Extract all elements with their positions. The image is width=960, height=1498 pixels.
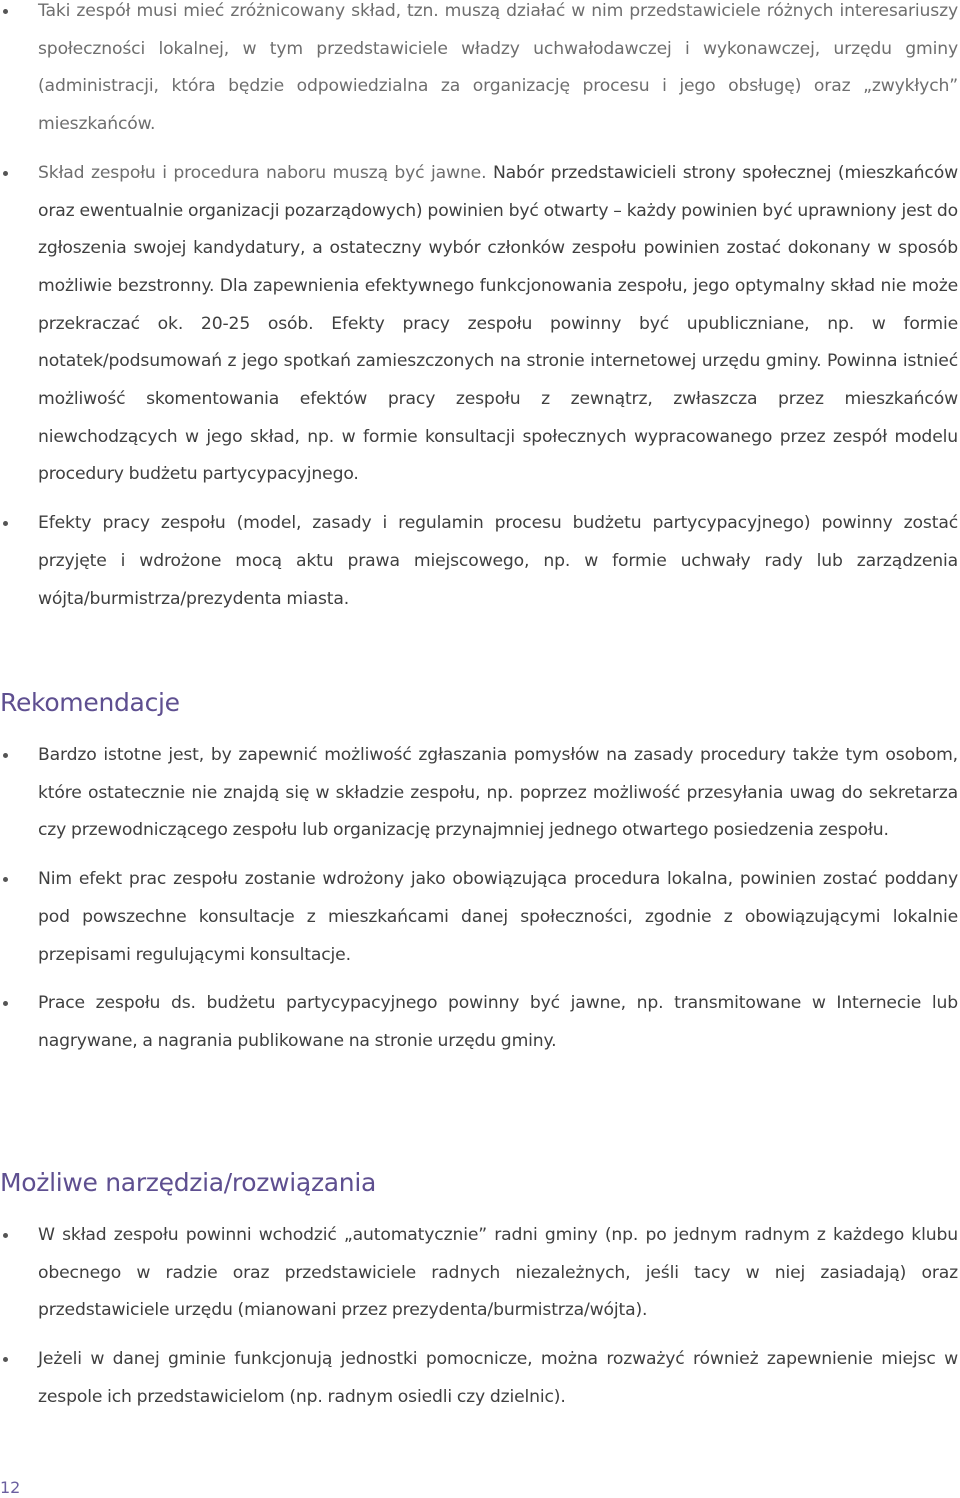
list-item-text: Nim efekt prac zespołu zostanie wdrożony jako obowiązująca procedura lokalna, powinien zostać poddany pod powszechne konsultacje z mieszkańcami danej społeczności, zgodnie z obowiązującymi lokalnie przepisami regulującymi konsultacje. <box>38 869 958 965</box>
list-item-text: Prace zespołu ds. budżetu partycypacyjnego powinny być jawne, np. transmitowane w Internecie lub nagrywane, a nagrania publikowane na stronie urzędu gminy. <box>38 993 958 1051</box>
list-item-text: Bardzo istotne jest, by zapewnić możliwość zgłaszania pomysłów na zasady procedury także tym osobom, które ostatecznie nie znajdą się w składzie zespołu, np. poprzez możliwość przesyłania uwag do sekretarza czy przewodniczącego zespołu lub organizację przynajmniej jednego otwartego posiedzenia zespołu. <box>38 745 958 841</box>
list-item-text-lead: Skład zespołu i procedura naboru muszą być jawne. <box>38 162 487 183</box>
bullet-icon <box>3 1001 8 1006</box>
bullet-icon <box>3 753 8 758</box>
section-heading-rekomendacje: Rekomendacje <box>0 688 180 717</box>
bullet-icon <box>3 877 8 882</box>
list-item <box>0 505 958 618</box>
bullet-icon <box>3 1233 8 1238</box>
bullet-icon <box>3 1357 8 1362</box>
list-item-text: W skład zespołu powinni wchodzić „automatycznie” radni gminy (np. po jednym radnym z każdego klubu obecnego w radzie oraz przedstawiciele radnych niezależnych, jeśli tacy w niej zasiadają) oraz przedstawiciele urzędu (mianowani przez prezydenta/burmistrza/wójta). <box>38 1225 958 1321</box>
bullet-list-section2 <box>0 737 958 1061</box>
list-item <box>0 985 958 1060</box>
list-item-text: Taki zespół musi mieć zróżnicowany skład, tzn. muszą działać w nim przedstawiciele różnych interesariuszy społeczności lokalnej, w tym przedstawiciele władzy uchwałodawczej i wykonawczej, urzędu gminy (administracji, która będzie odpowiedzialna za organizację procesu i jego obsługę) oraz „zwykłych” mieszkańców. <box>38 1 958 135</box>
list-item-text: Nabór przedstawicieli strony społecznej (mieszkańców oraz ewentualnie organizacji pozarządowych) powinien być otwarty – każdy powinien być uprawniony jest do zgłoszenia swojej kandydatury, a ostateczny wybór członków zespołu powinien zostać dokonany w sposób możliwie bezstronny. Dla zapewnienia efektywnego funkcjonowania zespołu, jego optymalny skład nie może przekraczać ok. 20-25 osób. Efekty pracy zespołu powinny być upubliczniane, np. w formie notatek/podsumowań z jego spotkań zamieszczonych na stronie internetowej urzędu gminy. Powinna istnieć możliwość skomentowania efektów pracy zespołu z zewnątrz, zwłaszcza przez mieszkańców niewchodzących w jego skład, np. w formie konsultacji społecznych wypracowanego przez zespół modelu procedury budżetu partycypacyjnego. <box>38 162 958 485</box>
list-item-text: Jeżeli w danej gminie funkcjonują jednostki pomocnicze, można rozważyć również zapewnienie miejsc w zespole ich przedstawicielom (np. radnym osiedli czy dzielnic). <box>38 1349 958 1407</box>
list-item <box>0 1341 958 1416</box>
list-item <box>0 737 958 850</box>
bullet-icon <box>3 521 8 526</box>
list-item <box>0 861 958 974</box>
section-heading-narzedzia: Możliwe narzędzia/rozwiązania <box>0 1168 376 1197</box>
page-number: 12 <box>0 1478 21 1497</box>
list-item <box>0 1217 958 1330</box>
bullet-list-section3 <box>0 1217 958 1417</box>
bullet-icon <box>3 9 8 14</box>
list-item <box>0 155 958 494</box>
bullet-icon <box>3 171 8 176</box>
bullet-list-section1 <box>0 0 958 618</box>
list-item <box>0 0 958 144</box>
list-item-text: Efekty pracy zespołu (model, zasady i regulamin procesu budżetu partycypacyjnego) powinny zostać przyjęte i wdrożone mocą aktu prawa miejscowego, np. w formie uchwały rady lub zarządzenia wójta/burmistrza/prezydenta miasta. <box>38 513 958 609</box>
